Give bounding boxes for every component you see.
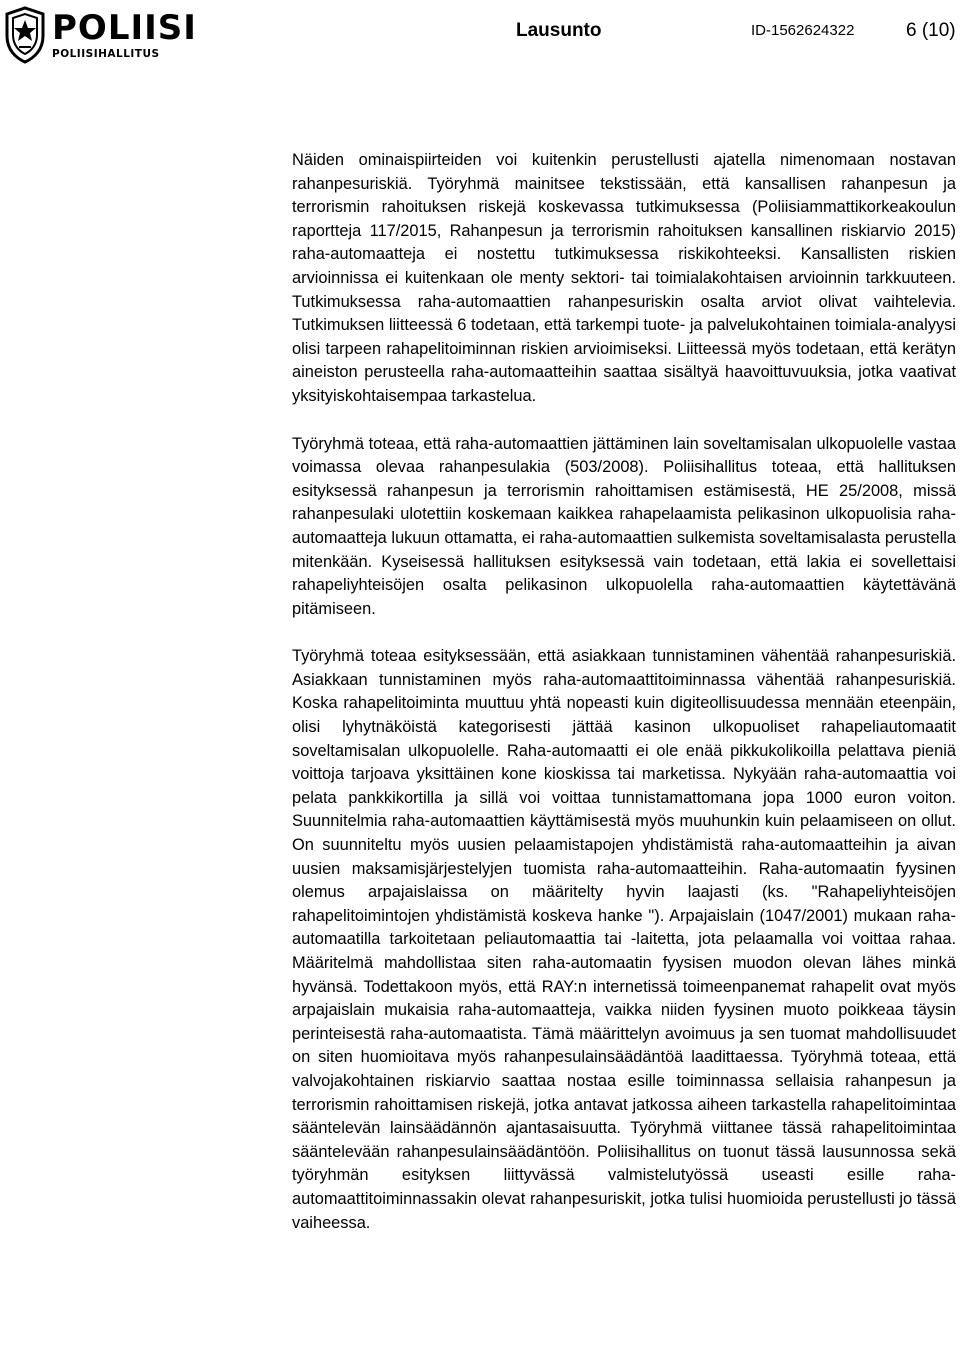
poliisi-logo bbox=[4, 6, 197, 64]
document-id: ID-1562624322 bbox=[751, 22, 855, 39]
document-type: Lausunto bbox=[516, 20, 602, 41]
paragraph: Työryhmä toteaa, että raha-automaattien jättäminen lain soveltamisalan ulkopuolelle vastaa voimassa olevaa rahanpesulakia (503/2008). Poliisihallitus toteaa, että hallituksen esityksessä rahanpesun ja terrorismin rahoittamisen estämisestä, HE 25/2008, missä rahanpesulaki ulotettiin koskemaan kaikkea rahapelaamista pelikasinon ulkopuolisia raha-automaatteja lukuun ottamatta, ei raha-automaattien sulkemista soveltamisalasta perustella mitenkään. Kyseisessä hallituksen esityksessä vain todetaan, että lakia ei sovellettaisi rahapeliyhteisöjen osalta pelikasinon ulkopuolella raha-automaattien käytettävänä pitämiseen. bbox=[292, 434, 956, 618]
logo-wordmark: POLIISI bbox=[52, 7, 197, 48]
paragraph: Työryhmä toteaa esityksessään, että asiakkaan tunnistaminen vähentää rahanpesuriskiä. Asiakkaan tunnistaminen myös raha-automaattitoiminnassa vähentää rahanpesuriskiä. Koska rahapelitoiminta muuttuu yhtä nopeasti kuin digiteollisuudessa mennään eteenpäin, olisi lyhytnäköistä kategorisesti jättää kasinon ulkopuoliset rahapeliautomaatit soveltamisalan ulkopuolelle. Raha-automaatti ei ole enää pikkukolikoilla pelattava pieniä voittoja tarjoava yksittäinen kone kioskissa tai marketissa. Nykyään raha-automaattia voi pelata pankkikortilla ja sillä voi voittaa tunnistamattomana jopa 1000 euron voiton. Suunnitelmia raha-automaattien käyttämisestä myös muuhunkin kuin pelaamiseen on ollut. On suunniteltu myös uusien pelaamistapojen yhdistämistä raha-automaatteihin ja aivan uusien maksamisjärjestelyjen tuomista raha-automaatteihin. Raha-automaatin fyysinen olemus arpajaislaissa on määritelty hyvin laajasti (ks. "Rahapeliyhteisöjen rahapelitoimintojen yhdistämistä koskeva hanke "). Arpajaislain (1047/2001) mukaan raha-automaatilla tarkoitetaan peliautomaattia tai -laitetta, jota pelaamalla voi voittaa rahaa. Määritelmä mahdollistaa siten raha-automaatin fyysisen muodon olevan lähes minkä hyvänsä. Todettakoon myös, että RAY:n internetissä toimeenpanemat rahapelit ovat myös arpajaislain mukaisia raha-automaatteja, vaikka niiden fyysinen muoto poikkeaa täysin perinteisestä raha-automaatista. Tämä määrittelyn avoimuus ja sen tuomat mahdollisuudet on siten huomioitava myös rahanpesulainsäädäntöä laadittaessa. Työryhmä toteaa, että valvojakohtainen riskiarvio saattaa nostaa esille toiminnassa sellaisia rahanpesun ja terrorismin rahoittamisen riskejä, jotka antavat jatkossa aiheen tarkastella rahapelitoimintaa sääntelevän lainsäädännön ajantasaisuutta. Työryhmä viittanee tässä rahapelitoimintaa sääntelevään rahanpesulainsäädäntöön. Poliisihallitus on tuonut tässä lausunnossa sekä työryhmän esityksen liittyvässä valmistelutyössä useasti esille raha-automaattitoiminnassakin olevat rahanpesuriskit, jotka tulisi huomioida perustellusti jo tässä vaiheessa. bbox=[292, 647, 956, 1232]
paragraph: Näiden ominaispiirteiden voi kuitenkin perustellusti ajatella nimenomaan nostavan rahanpesuriskiä. Työryhmä mainitsee tekstissään, että kansallisen rahanpesun ja terrorismin rahoituksen riskejä koskevassa tutkimuksessa (Poliisiammattikorkeakoulun raportteja 117/2015, Rahanpesun ja terrorismin rahoituksen kansallinen riskiarvio 2015) raha-automaatteja ei nostettu tutkimuksessa riskikohteeksi. Kansallisten riskien arvioinnissa ei kuitenkaan ole menty sektori- tai toimialakohtaisen arvioinnin tarkkuuteen. Tutkimuksessa raha-automaattien rahanpesuriskin osalta arviot olivat vaihtelevia. Tutkimuksen liitteessä 6 todetaan, että tarkempi tuote- ja palvelukohtainen toimiala-analyysi olisi tarpeen rahapelitoiminnan riskien arvioimiseksi. Liitteessä myös todetaan, että kerätyn aineiston perusteella raha-automaatteihin saattaa sisältyä haavoittuvuuksia, jotka vaativat yksityiskohtaisempaa tarkastelua. bbox=[292, 151, 956, 405]
document-body bbox=[292, 149, 956, 1259]
logo-subtitle: POLIISIHALLITUS bbox=[52, 47, 160, 60]
page-header bbox=[0, 0, 960, 90]
page-number: 6 (10) bbox=[906, 20, 956, 41]
police-emblem-icon bbox=[4, 6, 46, 64]
